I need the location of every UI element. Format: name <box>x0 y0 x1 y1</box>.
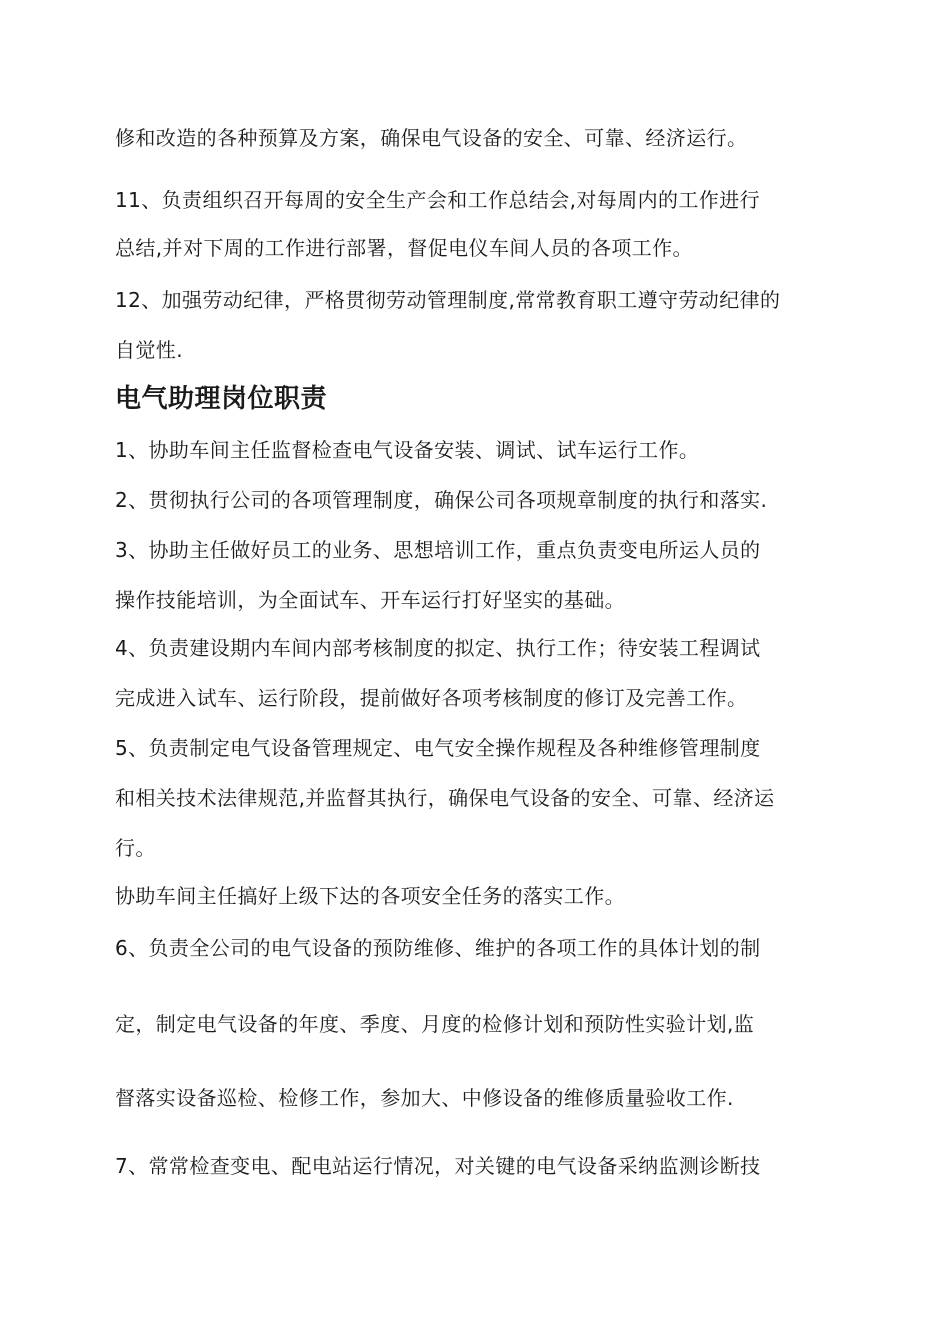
text-line: 4、负责建设期内车间内部考核制度的拟定、执行工作；待安装工程调试 <box>115 636 761 660</box>
text-line: 3、协助主任做好员工的业务、思想培训工作，重点负责变电所运人员的 <box>115 538 761 562</box>
text-line: 协助车间主任搞好上级下达的各项安全任务的落实工作。 <box>115 884 625 908</box>
text-line: 修和改造的各种预算及方案，确保电气设备的安全、可靠、经济运行。 <box>115 126 748 150</box>
text-line: 2、贯彻执行公司的各项管理制度，确保公司各项规章制度的执行和落实. <box>115 488 768 512</box>
section-heading: 电气助理岗位职责 <box>115 384 328 414</box>
text-line: 11、负责组织召开每周的安全生产会和工作总结会,对每周内的工作进行 <box>115 188 761 212</box>
text-line: 12、加强劳动纪律，严格贯彻劳动管理制度,常常教育职工遵守劳动纪律的 <box>115 288 781 312</box>
text-line: 自觉性. <box>115 338 183 362</box>
text-line: 1、协助车间主任监督检查电气设备安装、调试、试车运行工作。 <box>115 438 700 462</box>
text-line: 7、常常检查变电、配电站运行情况，对关键的电气设备采纳监测诊断技 <box>115 1154 761 1178</box>
text-line: 行。 <box>115 836 156 860</box>
text-line: 5、负责制定电气设备管理规定、电气安全操作规程及各种维修管理制度 <box>115 736 761 760</box>
text-line: 6、负责全公司的电气设备的预防维修、维护的各项工作的具体计划的制 <box>115 936 761 960</box>
text-line: 定，制定电气设备的年度、季度、月度的检修计划和预防性实验计划,监 <box>115 1012 755 1036</box>
text-line: 和相关技术法律规范,并监督其执行，确保电气设备的安全、可靠、经济运 <box>115 786 775 810</box>
text-line: 总结,并对下周的工作进行部署，督促电仪车间人员的各项工作。 <box>115 236 693 260</box>
text-line: 操作技能培训，为全面试车、开车运行打好坚实的基础。 <box>115 588 625 612</box>
text-line: 完成进入试车、运行阶段，提前做好各项考核制度的修订及完善工作。 <box>115 686 748 710</box>
text-line: 督落实设备巡检、检修工作，参加大、中修设备的维修质量验收工作. <box>115 1086 734 1110</box>
